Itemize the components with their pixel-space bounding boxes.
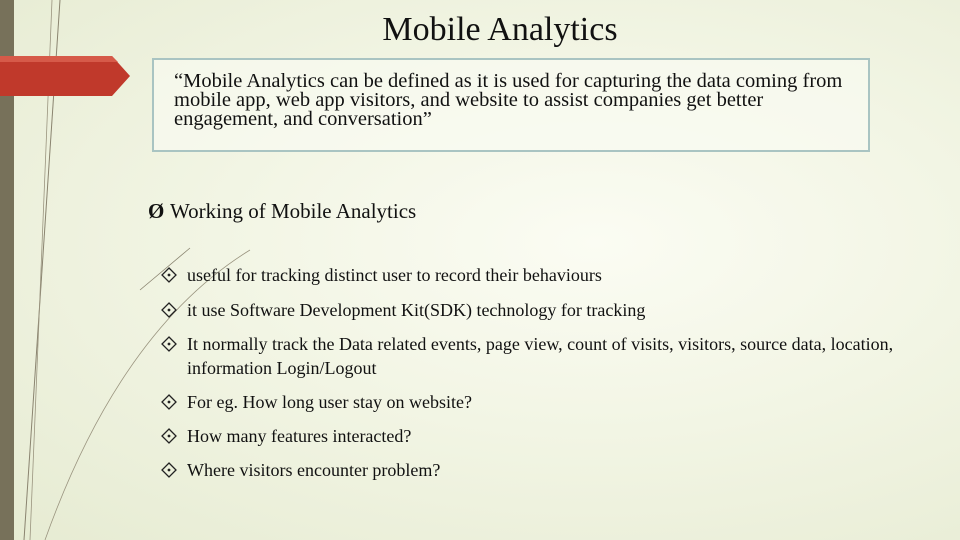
- bullet-text: How many features interacted?: [187, 426, 412, 446]
- definition-rest: can be defined as it is used for capturing the data coming from mobile app, web app visitors, and website to assist companies get better engagement, and conversation”: [174, 70, 843, 130]
- section-heading-text: Working of Mobile Analytics: [170, 199, 417, 223]
- bullet-item: [160, 263, 940, 287]
- bullet-text: It normally track the Data related events, page view, count of visits, visitors, source data, location, information Login/Logout: [187, 334, 894, 378]
- arrow-bullet-icon: Ø: [148, 199, 165, 223]
- diamond-bullet-icon: [160, 427, 178, 445]
- definition-box: [152, 58, 870, 152]
- bullet-item: [160, 424, 940, 448]
- bullet-item: [160, 390, 940, 414]
- diamond-bullet-icon: [160, 393, 178, 411]
- definition-open-quote: “: [174, 70, 184, 92]
- bullet-item: [160, 458, 940, 482]
- bullet-item: [160, 298, 940, 322]
- bullet-text: For eg. How long user stay on website?: [187, 392, 472, 412]
- red-accent-tab: [0, 56, 130, 96]
- diamond-bullet-icon: [160, 461, 178, 479]
- diamond-bullet-icon: [160, 335, 178, 353]
- bullet-text: Where visitors encounter problem?: [187, 460, 441, 480]
- diamond-bullet-icon: [160, 266, 178, 284]
- page-title: Mobile Analytics: [382, 11, 618, 48]
- diamond-bullet-icon: [160, 301, 178, 319]
- bullet-text: useful for tracking distinct user to record their behaviours: [187, 265, 602, 285]
- section-heading: [148, 196, 416, 226]
- bullet-text: it use Software Development Kit(SDK) technology for tracking: [187, 300, 646, 320]
- definition-text: [174, 72, 864, 129]
- bullet-item: [160, 332, 940, 380]
- definition-term: Mobile Analytics: [183, 70, 325, 92]
